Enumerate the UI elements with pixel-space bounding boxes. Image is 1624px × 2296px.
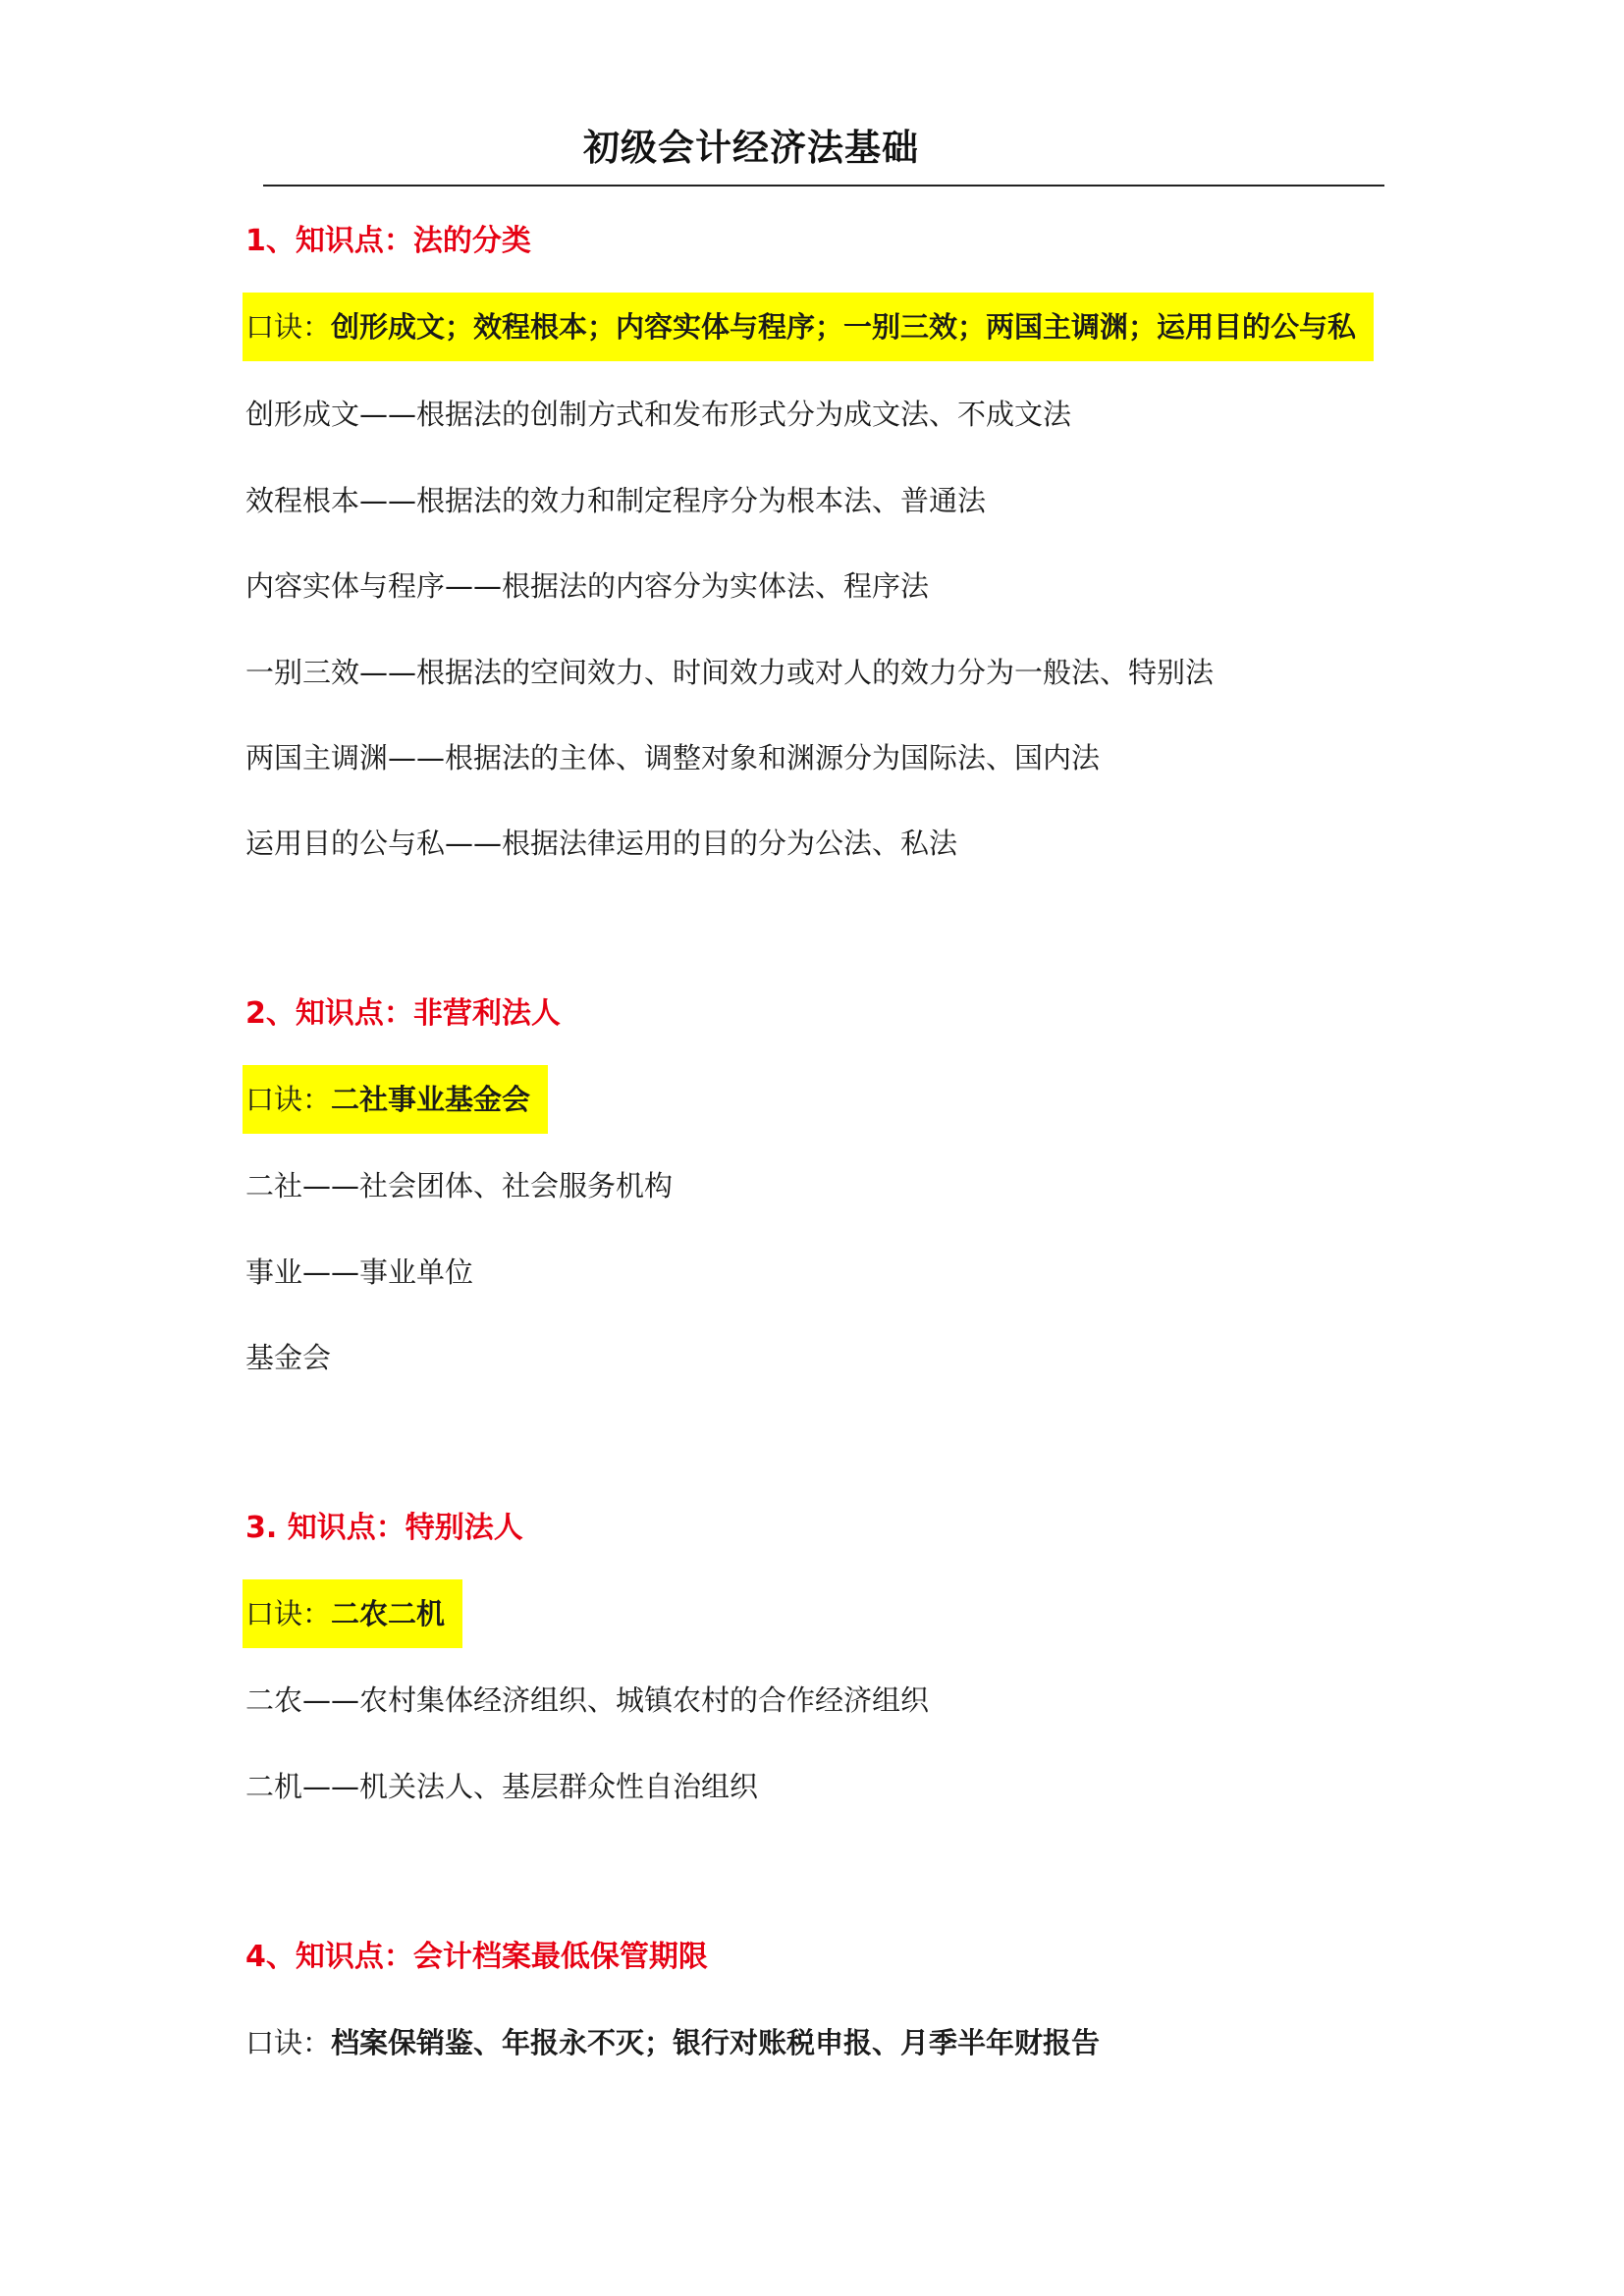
- section-2-line: 事业——事业单位: [245, 1255, 474, 1289]
- title-divider: [263, 185, 1384, 187]
- section-3-heading: 3. 知识点：特别法人: [245, 1511, 523, 1545]
- mnemonic-highlight: [243, 293, 1374, 361]
- section-1-line: 创形成文——根据法的创制方式和发布形式分为成文法、不成文法: [245, 398, 1072, 431]
- mnemonic-label: 口诀：: [245, 2026, 332, 2059]
- section-1-line: 一别三效——根据法的空间效力、时间效力或对人的效力分为一般法、特别法: [245, 656, 1215, 689]
- section-4-heading: 4、知识点：会计档案最低保管期限: [245, 1940, 708, 1974]
- section-2-line: 基金会: [245, 1341, 332, 1374]
- section-3-line: 二农——农村集体经济组织、城镇农村的合作经济组织: [245, 1683, 930, 1717]
- section-1-line: 效程根本——根据法的效力和制定程序分为根本法、普通法: [245, 484, 987, 517]
- section-2-mnemonic: [245, 1065, 548, 1134]
- section-1-heading: 1、知识点：法的分类: [245, 224, 531, 258]
- section-1-line: 内容实体与程序——根据法的内容分为实体法、程序法: [245, 569, 930, 603]
- mnemonic-text: 档案保销鉴、年报永不灭；银行对账税申报、月季半年财报告: [331, 2026, 1101, 2059]
- section-3-mnemonic: [245, 1579, 462, 1648]
- mnemonic-highlight: [243, 1065, 548, 1134]
- section-1-line: 运用目的公与私——根据法律运用的目的分为公法、私法: [245, 827, 958, 860]
- mnemonic-label: 口诀：: [245, 1083, 332, 1116]
- mnemonic-text: 二农二机: [331, 1597, 446, 1630]
- section-1-mnemonic: [245, 293, 1374, 361]
- section-2-line: 二社——社会团体、社会服务机构: [245, 1169, 674, 1202]
- mnemonic-label: 口诀：: [245, 310, 332, 344]
- mnemonic-plain: [245, 2023, 1100, 2062]
- page-title: 初级会计经济法基础: [583, 127, 919, 169]
- section-1-line: 两国主调渊——根据法的主体、调整对象和渊源分为国际法、国内法: [245, 741, 1101, 774]
- mnemonic-label: 口诀：: [245, 1597, 332, 1630]
- mnemonic-text: 二社事业基金会: [331, 1083, 531, 1116]
- section-2-heading: 2、知识点：非营利法人: [245, 996, 561, 1031]
- section-3-line: 二机——机关法人、基层群众性自治组织: [245, 1770, 759, 1803]
- mnemonic-highlight: [243, 1579, 462, 1648]
- mnemonic-text: 创形成文；效程根本；内容实体与程序；一别三效；两国主调渊；运用目的公与私: [331, 310, 1357, 344]
- section-4-mnemonic: [245, 2023, 1100, 2062]
